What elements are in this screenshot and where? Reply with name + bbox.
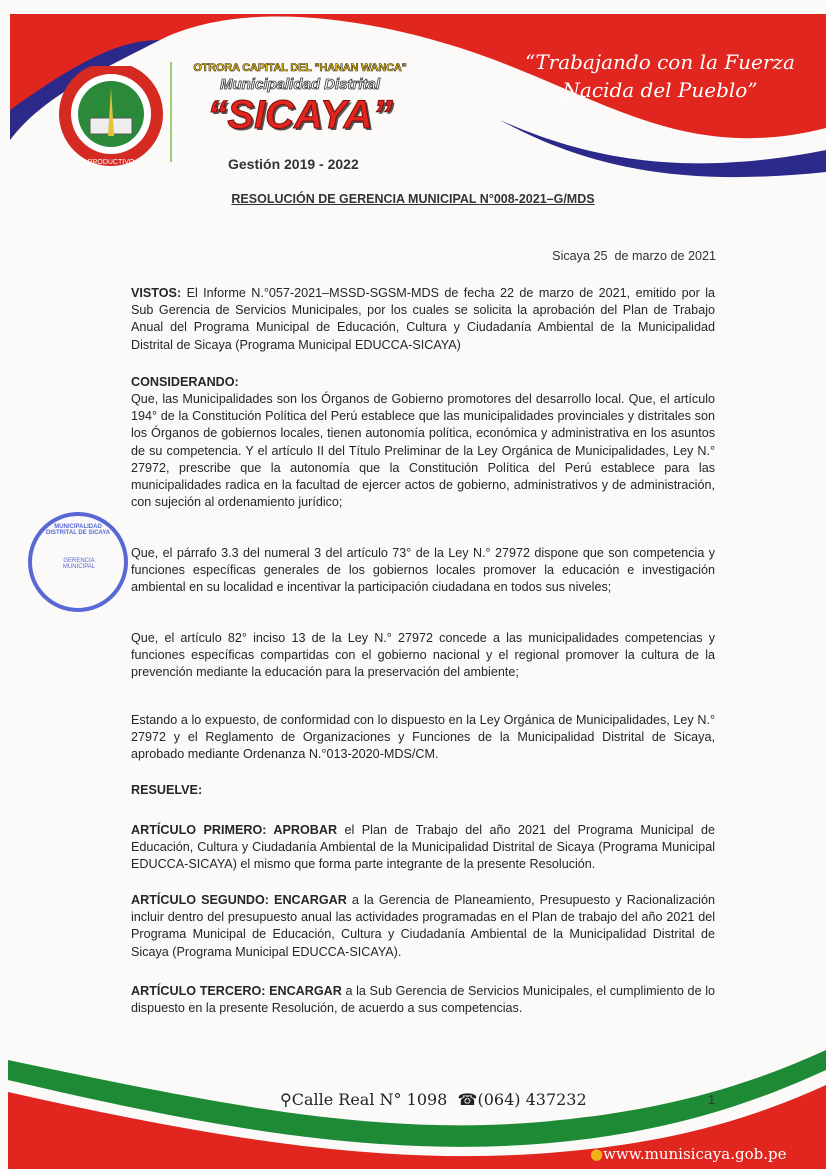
seal-text: MUNICIPALIDAD DISTRITAL DE SICAYA <box>45 524 110 536</box>
website-text: www.munisicaya.gob.pe <box>603 1145 787 1163</box>
article-3-text: a la Sub Gerencia de Servicios Municipales, el cumplimiento de lo dispuesto en la presente Resolución, de acuerdo a sus competencias. <box>131 984 716 1016</box>
considerando-paragraph-3: Que, el artículo 82° inciso 13 de la Ley N.° 27972 concede a las municipalidades competencias y funciones específicas compartidas con el gobierno nacional y el regional promover la cultura de la prevención mediante la educación para la preservación del ambiente; <box>131 631 715 680</box>
footer-contact <box>280 1090 587 1109</box>
sicaya-logo <box>52 66 170 168</box>
vistos-text: El Informe N.°057-2021–MSSD-SGSM-MDS de fecha 22 de marzo de 2021, emitido por la Sub Gerencia de Servicios Municipales, por los cuales se solicita la aprobación del Plan de Trabajo Anual del Programa Municipal de Educación, Cultura y Ciudadanía Ambiental de la Municipalidad Distrital de Sicaya (Programa Municipal EDUCCA-SICAYA) <box>131 286 715 352</box>
document-date: Sicaya 25 de marzo de 2021 <box>552 249 716 263</box>
seal-inner-text: GERENCIA MUNICIPAL <box>62 558 96 570</box>
map-pin-icon: ⚲ <box>280 1090 292 1109</box>
article-1-text: el Plan de Trabajo del año 2021 del Programa Municipal de Educación, Cultura y Ciudadanía Ambiental de la Municipalidad Distrital de Sicaya (Programa Municipal EDUCCA-SICAYA) el mismo que forma parte integrante de la presente Resolución. <box>131 823 715 872</box>
page-number: 1 <box>708 1092 716 1107</box>
considerando-paragraph-1: Que, las Municipalidades son los Órganos de Gobierno promotores del desarrollo local. Que, el artículo 194° de la Constitución Política del Perú establece que las municipalidades provinciales y distritales son los Órganos de gobiernos locales, tienen autonomía política, económica y administrativa en los asuntos de su competencia. Y el artículo II del Título Preliminar de la Ley Orgánica de Municipalidades, Ley N.° 27972, prescribe que la autonomía que la Constitución Política del Perú establece para las municipalidades radica en la facultad de ejercer actos de gobierno, administrativos y de administración, con sujeción al ordenamiento jurídico; <box>131 392 715 510</box>
tagline-top: OTRORA CAPITAL DEL "HANAN WANCA" <box>193 62 407 74</box>
footer-address: Calle Real N° 1098 <box>291 1090 448 1109</box>
vistos-label: VISTOS: <box>131 286 182 300</box>
footer-phone: (064) 437232 <box>477 1090 587 1109</box>
article-2-text: a la Gerencia de Planeamiento, Presupuesto y Racionalización incluir dentro del presupuesto anual las actividades programadas en el Plan de trabajo del año 2021 del Programa Municipal de Educación, Cultura y Ciudadanía Ambiental de la Municipalidad Distrital de Sicaya (Programa Municipal EDUCCA-SICAYA). <box>131 893 715 959</box>
footer-website <box>590 1145 786 1163</box>
considerando-paragraph-4: Estando a lo expuesto, de conformidad con lo dispuesto en la Ley Orgánica de Municipalidades, Ley N.° 27972 y el Reglamento de Organizaciones y Funciones de la Municipalidad Distrital de Sicaya, aprobado mediante Ordenanza N.°013-2020-MDS/CM. <box>131 713 715 762</box>
svg-text:PRODUCTIVO: PRODUCTIVO <box>87 159 135 166</box>
management-term: Gestión 2019 - 2022 <box>228 156 359 172</box>
globe-icon: ● <box>590 1145 604 1163</box>
slogan-line-2: Nacida del Pueblo” <box>562 78 758 102</box>
official-seal <box>28 512 128 612</box>
phone-icon: ☎ <box>457 1090 478 1109</box>
slogan-line-1: “Trabajando con la Fuerza <box>525 50 795 74</box>
article-2-label: ARTÍCULO SEGUNDO: ENCARGAR <box>131 893 347 907</box>
article-1 <box>131 822 715 874</box>
municipality-name: “SICAYA” <box>207 93 393 137</box>
considerando-paragraph-2: Que, el párrafo 3.3 del numeral 3 del artículo 73° de la Ley N.° 27972 dispone que son competencia y funciones específicas generales de los gobiernos locales promover la educación e investigación ambiental en su localidad e incentivar la participación ciudadana en todos sus niveles; <box>131 546 715 595</box>
resuelve-label: RESUELVE: <box>131 783 203 797</box>
article-3-label: ARTÍCULO TERCERO: ENCARGAR <box>131 984 342 998</box>
document-title: RESOLUCIÓN DE GERENCIA MUNICIPAL N°008-2021–G/MDS <box>231 192 595 206</box>
municipality-label: Municipalidad Distrital <box>219 76 381 93</box>
article-3 <box>131 983 715 1017</box>
article-2 <box>131 892 715 961</box>
vistos-paragraph <box>131 285 715 354</box>
article-1-label: ARTÍCULO PRIMERO: APROBAR <box>131 823 338 837</box>
considerando-label: CONSIDERANDO: <box>131 375 239 389</box>
